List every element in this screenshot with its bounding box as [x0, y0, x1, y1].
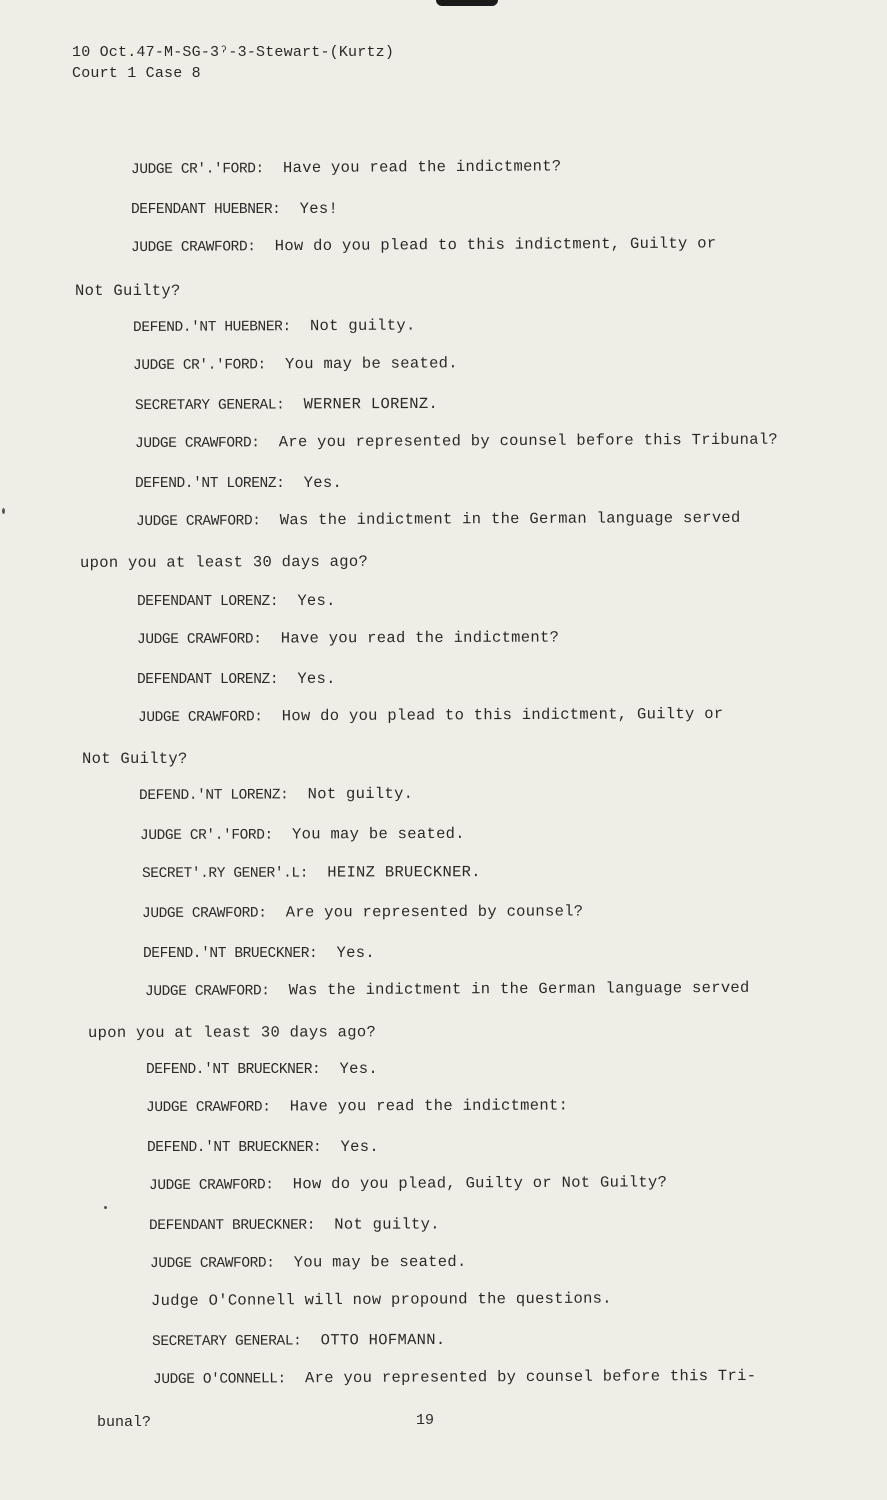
transcript-line	[147, 1138, 379, 1156]
spoken-text: How do you plead, Guilty or Not Guilty?	[292, 1173, 668, 1194]
transcript-line	[140, 825, 465, 844]
speaker-label: DEFEND.′NT BRUECKNER:	[146, 1062, 321, 1078]
spoken-text: Yes.	[340, 1138, 379, 1156]
spoken-text: Was the indictment in the German language served	[279, 508, 741, 530]
speaker-gap	[317, 944, 336, 962]
speaker-label: JUDGE CRAWFORD:	[130, 239, 256, 256]
transcript-line	[150, 1253, 467, 1272]
spoken-text: Not guilty.	[307, 784, 414, 804]
speaker-gap	[278, 670, 297, 688]
speaker-label: DEFEND.′NT BRUECKNER:	[147, 1140, 322, 1156]
spoken-text: upon you at least 30 days ago?	[79, 552, 369, 572]
transcript-line	[145, 979, 750, 1000]
transcript-line	[149, 1173, 667, 1194]
speaker-gap	[266, 903, 285, 921]
speaker-gap	[273, 1175, 292, 1193]
speaker-gap	[262, 707, 281, 725]
speaker-label: JUDGE CRAWFORD:	[134, 435, 260, 452]
spoken-text: Not guilty.	[309, 316, 416, 336]
header-reference-line: 10 Oct.47-M-SG-3ˀ-3-Stewart-(Kurtz)	[72, 44, 395, 61]
speaker-label: JUDGE CR′.′FORD:	[130, 161, 264, 178]
speaker-label: DEFEND.′NT LORENZ:	[138, 787, 289, 804]
transcript-line	[133, 354, 458, 374]
speaker-label: SECRETARY GENERAL:	[151, 1333, 302, 1350]
paper-speck	[104, 1206, 107, 1209]
transcript-line	[146, 1060, 378, 1078]
spoken-text: Have you read the indictment:	[289, 1096, 569, 1116]
speaker-gap	[284, 474, 303, 492]
speaker-gap	[259, 433, 278, 451]
spoken-text: Not Guilty?	[82, 750, 188, 768]
spoken-text: You may be seated.	[284, 354, 458, 374]
speaker-gap	[255, 237, 274, 255]
speaker-label: JUDGE O'CONNELL:	[152, 1371, 286, 1388]
spoken-text: OTTO HOFMANN.	[320, 1330, 446, 1350]
transcript-line	[135, 431, 778, 452]
speaker-gap	[278, 592, 297, 610]
transcript-line	[136, 509, 741, 530]
transcript-line	[149, 1215, 440, 1234]
speaker-label: JUDGE CR′.′FORD:	[132, 357, 266, 374]
speaker-gap	[286, 1369, 305, 1387]
spoken-text: upon you at least 30 days ago?	[87, 1023, 377, 1042]
spoken-text: Judge O'Connell will now propound the questions.	[150, 1289, 612, 1310]
speaker-gap	[266, 355, 285, 373]
document-header	[72, 42, 394, 84]
speaker-label: JUDGE CRAWFORD:	[135, 513, 261, 530]
transcript-line	[142, 902, 583, 922]
paper-speck	[2, 508, 5, 514]
speaker-label: SECRETARY GENERAL:	[134, 397, 285, 414]
spoken-text: Yes.	[297, 670, 336, 688]
speaker-gap	[320, 1060, 339, 1078]
spoken-text: Have you read the indictment?	[282, 157, 562, 178]
transcript-line	[151, 1290, 612, 1310]
spoken-text: WERNER LORENZ.	[303, 394, 439, 414]
speaker-gap	[261, 629, 280, 647]
spoken-text: How do you plead to this indictment, Guilty or	[281, 704, 724, 726]
transcript-line	[131, 234, 717, 256]
spoken-text: Are you represented by counsel before this Tri-	[304, 1366, 757, 1388]
speaker-label: JUDGE CR′.′FORD:	[139, 827, 273, 844]
speaker-label: DEFENDANT LORENZ:	[137, 594, 279, 610]
spoken-text: You may be seated.	[293, 1252, 467, 1272]
speaker-gap	[308, 864, 327, 882]
transcript-line	[137, 670, 336, 688]
speaker-label: JUDGE CRAWFORD:	[141, 905, 267, 922]
speaker-gap	[301, 1331, 320, 1349]
transcript-line	[137, 629, 559, 648]
spoken-text: Yes.	[336, 944, 375, 962]
binding-mark	[436, 0, 498, 6]
spoken-text: HEINZ BRUECKNER.	[327, 863, 481, 882]
speaker-gap	[291, 317, 310, 335]
transcript-line	[82, 750, 188, 768]
speaker-label: JUDGE CRAWFORD:	[149, 1255, 275, 1272]
speaker-gap	[273, 825, 292, 843]
transcript-line	[133, 317, 416, 336]
speaker-gap	[284, 395, 303, 413]
speaker-gap	[270, 1097, 289, 1115]
speaker-label: JUDGE CRAWFORD:	[144, 983, 270, 1000]
spoken-text: Have you read the indictment?	[280, 628, 560, 648]
spoken-text: Yes.	[303, 474, 343, 492]
speaker-label: JUDGE CRAWFORD:	[137, 709, 263, 726]
speaker-gap	[269, 981, 288, 999]
speaker-label: DEFENDANT BRUECKNER:	[148, 1217, 316, 1234]
speaker-gap	[321, 1138, 340, 1156]
header-court-line: Court 1 Case 8	[72, 65, 201, 82]
transcript-line	[138, 705, 723, 726]
transcript-line	[131, 200, 338, 218]
speaker-label: DEFEND.′NT BRUECKNER:	[143, 946, 318, 962]
spoken-text: Yes.	[339, 1060, 378, 1078]
speaker-label: JUDGE CRAWFORD:	[136, 631, 262, 648]
transcript-line	[131, 157, 562, 178]
speaker-label: JUDGE CRAWFORD:	[148, 1177, 274, 1194]
transcript-line	[139, 785, 413, 804]
speaker-label: DEFEND.′NT HUEBNER:	[132, 319, 291, 336]
spoken-text: Not Guilty?	[75, 282, 181, 300]
speaker-gap	[280, 200, 299, 218]
spoken-text: You may be seated.	[291, 824, 465, 844]
transcript-line	[143, 944, 375, 962]
speaker-label: SECRET′.RY GENER′.L:	[141, 865, 309, 882]
spoken-text: Not guilty.	[334, 1215, 440, 1234]
transcript-line	[153, 1367, 756, 1388]
transcript-line	[135, 395, 438, 414]
speaker-gap	[315, 1216, 334, 1234]
speaker-gap	[264, 159, 283, 177]
continuation-text: bunal?	[97, 1414, 152, 1431]
spoken-text: Yes!	[299, 200, 339, 218]
transcript-line	[152, 1331, 446, 1350]
transcript-line	[135, 474, 342, 492]
transcript-line	[146, 1097, 568, 1116]
transcript-line	[142, 863, 481, 882]
transcript-line	[80, 553, 368, 572]
transcript-line	[75, 282, 181, 300]
speaker-label: JUDGE CRAWFORD:	[145, 1099, 271, 1116]
spoken-text: Was the indictment in the German language served	[288, 978, 750, 1000]
speaker-gap	[260, 511, 279, 529]
spoken-text: Are you represented by counsel before this Tribunal?	[278, 430, 779, 452]
spoken-text: Are you represented by counsel?	[285, 902, 584, 922]
speaker-gap	[274, 1253, 293, 1271]
spoken-text: How do you plead to this indictment, Guilty or	[274, 234, 717, 256]
speaker-label: DEFEND.′NT LORENZ:	[135, 476, 285, 492]
speaker-label: DEFENDANT LORENZ:	[137, 672, 279, 688]
transcript-line	[137, 592, 336, 610]
transcript-line	[88, 1023, 376, 1042]
page-number: 19	[416, 1412, 435, 1429]
spoken-text: Yes.	[297, 592, 336, 610]
speaker-label: DEFENDANT HUEBNER:	[131, 202, 281, 218]
speaker-gap	[288, 785, 307, 803]
